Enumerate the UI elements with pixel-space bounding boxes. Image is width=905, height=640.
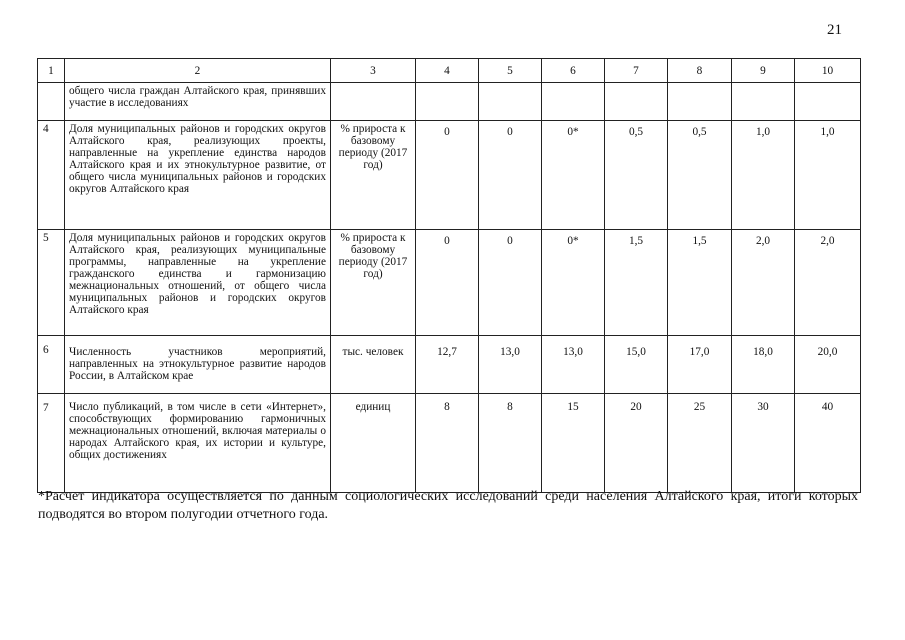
- header-cell: 3: [331, 59, 416, 83]
- unit-of-measure: тыс. человек: [331, 336, 416, 394]
- page-number: 21: [827, 22, 842, 38]
- value-cell: [795, 83, 861, 121]
- header-cell: 5: [479, 59, 542, 83]
- indicator-description: Доля муниципальных районов и городских округов Алтайского края, реализующих проекты, направленные на укрепление единства народов Алтайского края и их этнокультурное развитие, от общего числа муниципальных районов и городских округов Алтайского края: [65, 121, 331, 230]
- value-cell: 17,0: [668, 336, 732, 394]
- table-row: [38, 121, 861, 230]
- header-cell: 7: [605, 59, 668, 83]
- value-cell: 12,7: [416, 336, 479, 394]
- indicator-description: Число публикаций, в том числе в сети «Интернет», способствующих формированию гармоничных межнациональных отношений, включая материалы о народах Алтайского края, их истории и культуре, общих достижениях: [65, 394, 331, 493]
- value-cell: [542, 83, 605, 121]
- header-cell: 6: [542, 59, 605, 83]
- value-cell: 0: [479, 230, 542, 336]
- value-cell: [732, 83, 795, 121]
- value-cell: 1,5: [668, 230, 732, 336]
- footnote: *Расчет индикатора осуществляется по данным социологических исследований среди населения Алтайского края, итоги которых подводятся во втором полугодии отчетного года.: [38, 489, 858, 522]
- value-cell: 0*: [542, 230, 605, 336]
- value-cell: 8: [416, 394, 479, 493]
- value-cell: [416, 83, 479, 121]
- value-cell: 0: [416, 230, 479, 336]
- value-cell: 2,0: [732, 230, 795, 336]
- value-cell: 0,5: [668, 121, 732, 230]
- value-cell: 1,5: [605, 230, 668, 336]
- value-cell: 0: [416, 121, 479, 230]
- value-cell: 30: [732, 394, 795, 493]
- value-cell: 13,0: [542, 336, 605, 394]
- table-row: [38, 230, 861, 336]
- indicator-description: Численность участников мероприятий, направленных на этнокультурное развитие народов России, в Алтайском крае: [65, 336, 331, 394]
- table-row: [38, 83, 861, 121]
- unit-of-measure: % прироста к базовому периоду (2017 год): [331, 121, 416, 230]
- table-row: [38, 394, 861, 493]
- unit-of-measure: единиц: [331, 394, 416, 493]
- row-number: 6: [38, 336, 65, 394]
- table-row: [38, 336, 861, 394]
- value-cell: 13,0: [479, 336, 542, 394]
- header-cell: 9: [732, 59, 795, 83]
- value-cell: 15: [542, 394, 605, 493]
- row-number: 4: [38, 121, 65, 230]
- header-cell: 2: [65, 59, 331, 83]
- value-cell: 20,0: [795, 336, 861, 394]
- table-header-row: [38, 59, 861, 83]
- value-cell: 0: [479, 121, 542, 230]
- value-cell: 20: [605, 394, 668, 493]
- header-cell: 8: [668, 59, 732, 83]
- value-cell: [605, 83, 668, 121]
- value-cell: [668, 83, 732, 121]
- value-cell: 8: [479, 394, 542, 493]
- value-cell: 18,0: [732, 336, 795, 394]
- header-cell: 10: [795, 59, 861, 83]
- value-cell: 0,5: [605, 121, 668, 230]
- value-cell: 40: [795, 394, 861, 493]
- value-cell: [479, 83, 542, 121]
- value-cell: 2,0: [795, 230, 861, 336]
- indicator-description: общего числа граждан Алтайского края, принявших участие в исследованиях: [65, 83, 331, 121]
- value-cell: 0*: [542, 121, 605, 230]
- value-cell: 1,0: [732, 121, 795, 230]
- value-cell: 15,0: [605, 336, 668, 394]
- header-cell: 4: [416, 59, 479, 83]
- unit-of-measure: % прироста к базовому периоду (2017 год): [331, 230, 416, 336]
- indicators-table: [37, 58, 861, 493]
- unit-of-measure: [331, 83, 416, 121]
- row-number: 7: [38, 394, 65, 493]
- header-cell: 1: [38, 59, 65, 83]
- row-number: [38, 83, 65, 121]
- row-number: 5: [38, 230, 65, 336]
- value-cell: 25: [668, 394, 732, 493]
- indicator-description: Доля муниципальных районов и городских округов Алтайского края, реализующих муниципальные программы, направленные на укрепление гражданского единства и гармонизацию межнациональных отношений, от общего числа муниципальных районов и городских округов Алтайского края: [65, 230, 331, 336]
- value-cell: 1,0: [795, 121, 861, 230]
